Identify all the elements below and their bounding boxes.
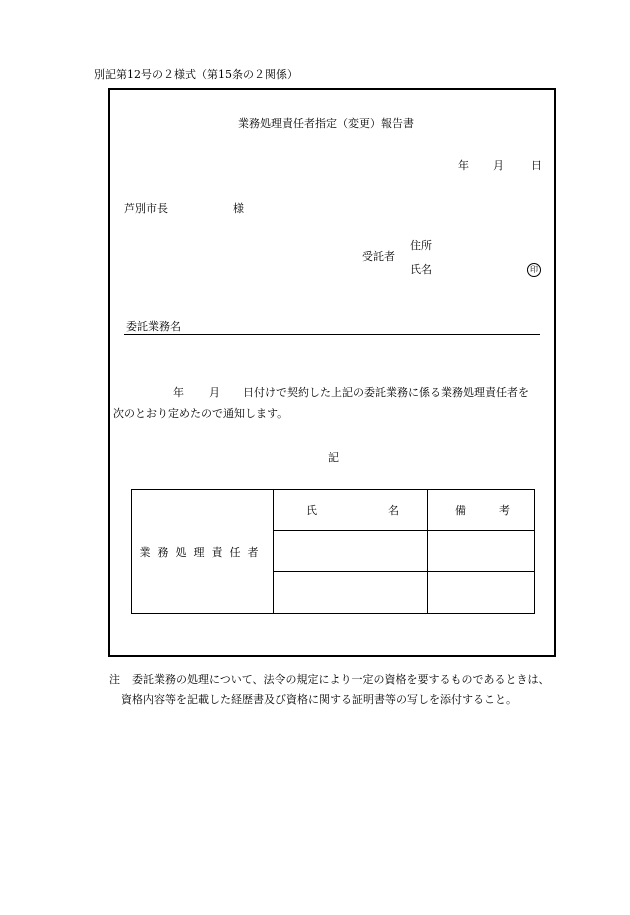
date-day-label: 日 [531, 159, 542, 172]
remarks-column-header [428, 490, 535, 531]
remarks-header-char-2: 考 [499, 504, 510, 517]
ki-heading: 記 [328, 451, 339, 464]
note-line-2: 資格内容等を記載した経歴書及び資格に関する証明書等の写しを添付すること。 [121, 693, 517, 706]
remarks-header-char-1: 備 [455, 504, 466, 517]
contractor-name-label: 氏名 [410, 263, 432, 276]
name-column-header [274, 490, 428, 531]
body-line1-text: 日付けで契約した上記の委託業務に係る業務処理責任者を [243, 386, 529, 399]
addressee-honorific: 様 [233, 202, 244, 215]
body-year-label: 年 [173, 386, 184, 399]
name-header-char-1: 氏 [306, 504, 317, 517]
seal-mark-icon: 印 [527, 263, 541, 277]
addressee-name: 芦別市長 [124, 202, 168, 215]
document-title: 業務処理責任者指定（変更）報告書 [238, 117, 414, 130]
form-label: 別記第12号の２様式（第15条の２関係） [94, 68, 298, 81]
date-year-label: 年 [458, 159, 469, 172]
name-cell-row-2[interactable] [274, 572, 428, 614]
body-month-label: 月 [209, 386, 220, 399]
responsible-person-header: 業務処理責任者 [132, 490, 274, 614]
remarks-cell-row-1[interactable] [428, 531, 535, 572]
responsible-person-table [131, 489, 535, 614]
name-cell-row-1[interactable] [274, 531, 428, 572]
note-line-1: 委託業務の処理について、法令の規定により一定の資格を要するものであるときは、 [132, 673, 550, 686]
contractor-address-label: 住所 [410, 239, 432, 252]
date-month-label: 月 [493, 159, 504, 172]
remarks-cell-row-2[interactable] [428, 572, 535, 614]
body-line2-text: 次のとおり定めたので通知します。 [113, 407, 289, 420]
name-header-char-2: 名 [388, 504, 399, 517]
note-prefix: 注 [109, 673, 120, 686]
project-name-label: 委託業務名 [126, 320, 181, 333]
contractor-label: 受託者 [362, 250, 395, 263]
project-name-underline [124, 334, 540, 335]
